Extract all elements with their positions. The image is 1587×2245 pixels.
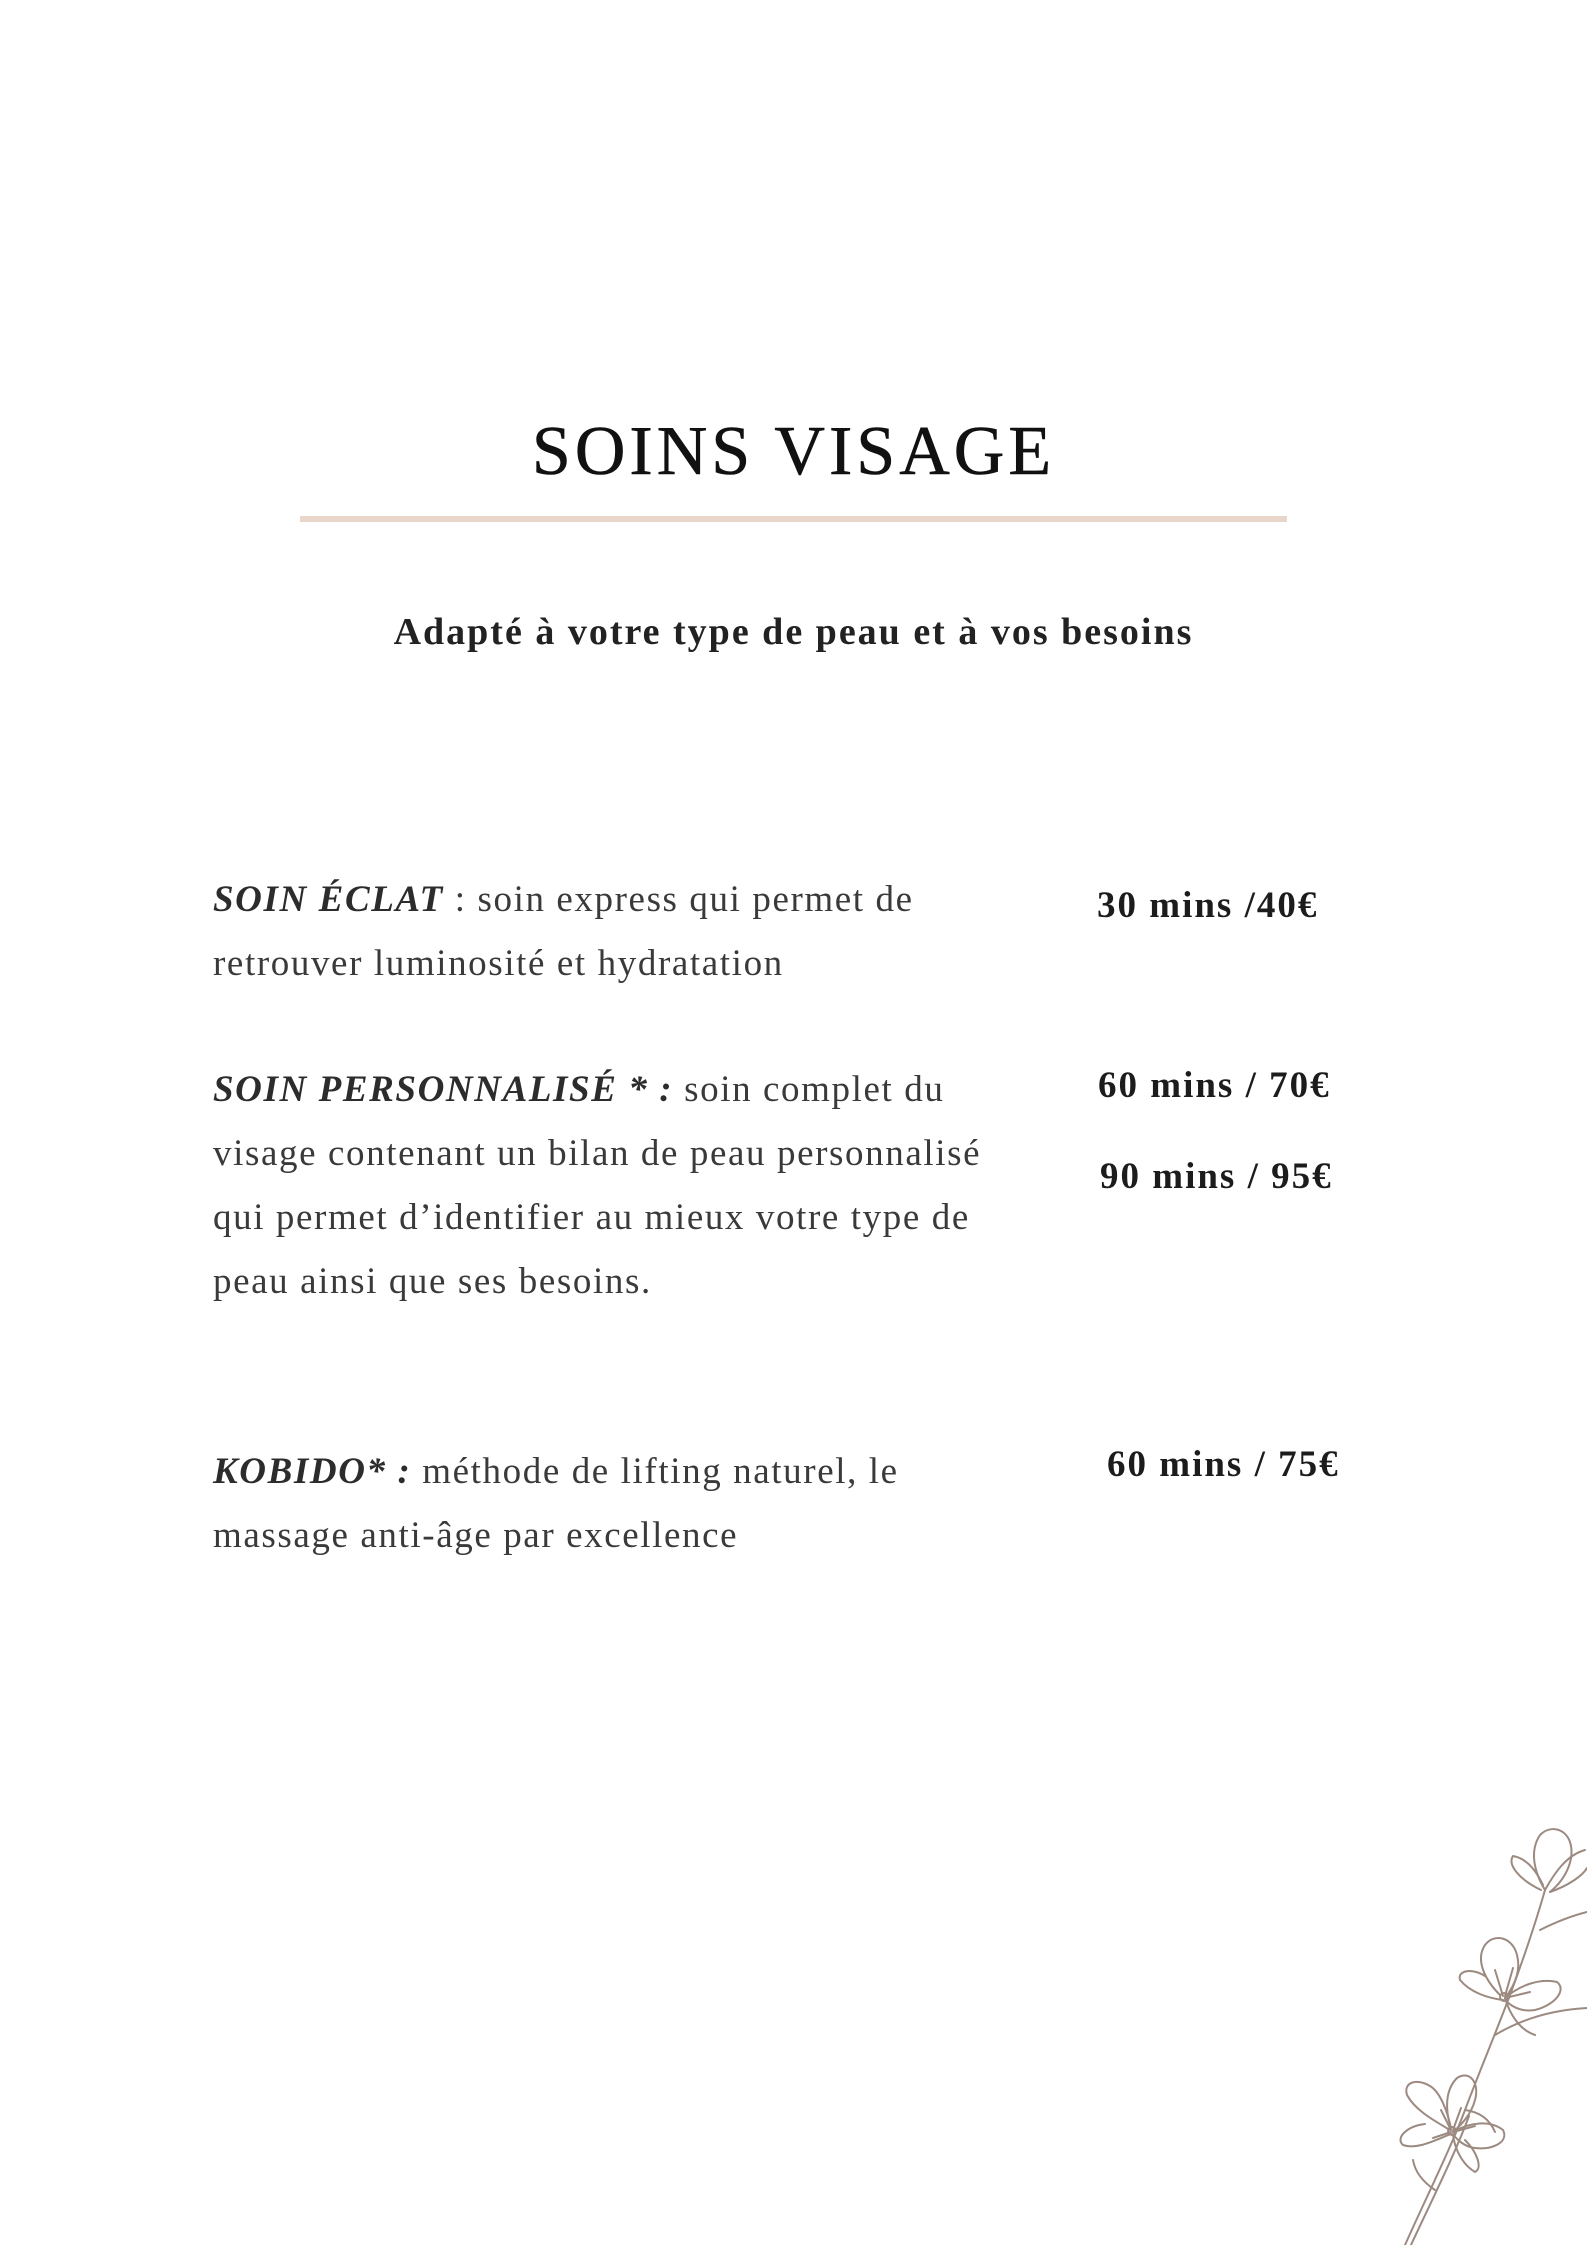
service-price: 90 mins / 95€ xyxy=(1100,1156,1333,1197)
service-name: SOIN ÉCLAT xyxy=(213,879,444,920)
service-separator xyxy=(411,1451,422,1492)
service-kobido xyxy=(213,1440,1043,1568)
service-separator: : xyxy=(443,879,478,920)
service-price: 60 mins / 70€ xyxy=(1098,1065,1331,1106)
service-soin-personnalise xyxy=(213,1058,1043,1314)
service-soin-eclat xyxy=(213,868,1043,996)
service-separator xyxy=(673,1069,684,1110)
service-description: soin express qui permet de retrouver luminosité et hydratation xyxy=(213,879,914,984)
page-title: SOINS VISAGE xyxy=(531,413,1056,490)
service-price: 30 mins /40€ xyxy=(1097,885,1319,926)
service-description: soin complet du visage contenant un bilan de peau personnalisé qui permet d’identifier au mieux votre type de peau ainsi que ses besoins. xyxy=(213,1069,982,1302)
title-divider xyxy=(300,516,1287,522)
service-name: KOBIDO* : xyxy=(213,1451,412,1492)
service-name: SOIN PERSONNALISÉ * : xyxy=(213,1069,674,1110)
service-description: méthode de lifting naturel, le massage anti-âge par excellence xyxy=(213,1451,899,1556)
page-subtitle: Adapté à votre type de peau et à vos besoins xyxy=(393,611,1194,653)
service-price: 60 mins / 75€ xyxy=(1107,1444,1340,1485)
magnolia-branch-icon xyxy=(1345,1820,1587,2245)
